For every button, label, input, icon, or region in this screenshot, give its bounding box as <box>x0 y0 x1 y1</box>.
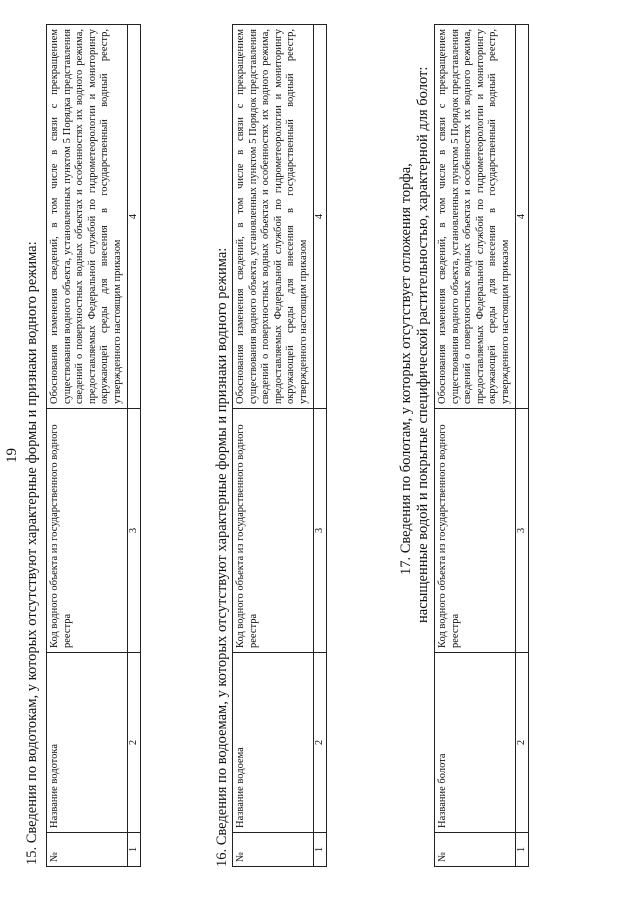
col-num-4: 4 <box>127 25 141 409</box>
header-no: № <box>233 833 314 867</box>
header-code: Код водного объекта из государственного водного реестра <box>233 409 314 653</box>
col-num-4: 4 <box>313 25 327 409</box>
header-name: Название болота <box>435 653 516 833</box>
table-header-row <box>233 25 314 867</box>
column-number-row <box>127 25 141 867</box>
header-code: Код водного объекта из государственного водного реестра <box>47 409 128 653</box>
col-num-1: 1 <box>313 833 327 867</box>
col-num-1: 1 <box>515 833 529 867</box>
section-17-table <box>434 24 529 867</box>
table-header-row <box>435 25 516 867</box>
col-num-1: 1 <box>127 833 141 867</box>
header-basis: Обоснования изменения сведений, в том числе в связи с прекращением существования водного объекта, установленных пунктом 5 Порядок представления сведений о поверхностных водных объектах и особенностях их водного режима, предоставляемых Федеральной службой по гидрометеорологии и мониторингу окружающей среды для внесения в государственный водный реестр, утвержденного настоящим приказом <box>435 25 516 409</box>
header-code: Код водного объекта из государственного водного реестра <box>435 409 516 653</box>
header-name: Название водоема <box>233 653 314 833</box>
header-no: № <box>47 833 128 867</box>
header-name: Название водотока <box>47 653 128 833</box>
column-number-row <box>313 25 327 867</box>
section-17-heading-line1: 17. Сведения по болотам, у которых отсутствует отложения торфа, <box>398 163 414 575</box>
col-num-2: 2 <box>313 653 327 833</box>
header-no: № <box>435 833 516 867</box>
col-num-3: 3 <box>515 409 529 653</box>
page-number: 19 <box>4 448 20 463</box>
section-16-heading: 16. Сведения по водоемам, у которых отсутствуют характерные формы и признаки водного режима: <box>214 247 230 867</box>
section-15-heading: 15. Сведения по водотокам, у которых отсутствуют характерные формы и признаки водного режима: <box>24 241 40 865</box>
section-16-table <box>232 24 327 867</box>
section-15-table <box>46 24 141 867</box>
col-num-4: 4 <box>515 25 529 409</box>
col-num-3: 3 <box>127 409 141 653</box>
col-num-3: 3 <box>313 409 327 653</box>
col-num-2: 2 <box>127 653 141 833</box>
col-num-2: 2 <box>515 653 529 833</box>
table-header-row <box>47 25 128 867</box>
header-basis: Обоснования изменения сведений, в том числе в связи с прекращением существования водного объекта, установленных пунктом 5 Порядка представления сведений о поверхностных водных объектах и особенностях их водного режима, предоставляемых Федеральной службой по гидрометеорологии и мониторингу окружающей среды для внесения в государственный водный реестр, утвержденного настоящим приказом <box>47 25 128 409</box>
section-17-heading-line2: насыщенные водой и покрытые специфической растительностью, характерной для болот: <box>415 66 431 623</box>
header-basis: Обоснования изменения сведений, в том числе в связи с прекращением существования водного объекта, установленных пунктом 5 Порядок представления сведений о поверхностных водных объектах и особенностях их водного режима, предоставляемых Федеральной службой по гидрометеорологии и мониторингу окружающей среды для внесения в государственный водный реестр, утвержденного настоящим приказом <box>233 25 314 409</box>
column-number-row <box>515 25 529 867</box>
